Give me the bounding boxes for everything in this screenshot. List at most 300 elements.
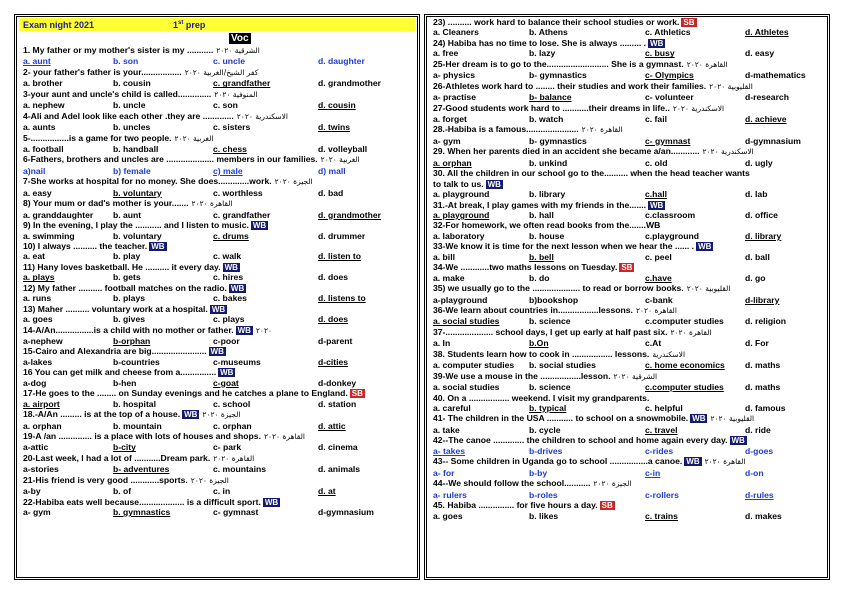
question-stem: 27-Good students work hard to ...........their dreams in life.. <box>433 102 670 113</box>
answer-option: a-attic <box>23 442 49 453</box>
left-question-list <box>23 45 411 518</box>
wb-badge: WB <box>692 414 706 424</box>
answer-option: d. animals <box>318 464 361 475</box>
answer-options <box>433 136 821 146</box>
question-stem: 25-Her dream is to go to the.......................... She is a gymnast. <box>433 58 684 69</box>
question-text <box>23 346 411 356</box>
answer-option: c- volunteer <box>645 92 694 103</box>
question-text <box>433 146 821 157</box>
right-column <box>424 14 830 580</box>
answer-option: b. son <box>113 56 139 67</box>
question-stem: 2- your father's father is your................. <box>23 66 182 77</box>
answer-option: b. play <box>113 251 141 262</box>
question-text <box>433 371 821 382</box>
question-text <box>433 200 821 210</box>
answer-options <box>23 464 411 474</box>
answer-option: b. cousin <box>113 78 151 89</box>
answer-option: a-lakes <box>23 356 53 367</box>
answer-option: a. brother <box>23 78 63 89</box>
correct-option: b-city <box>113 442 136 453</box>
governorate-label: كفر الشيخ/الغربية ٢٠٢٠ <box>184 67 259 77</box>
question-stem: 13) Maher .......... voluntary work at a hospital. <box>23 303 208 314</box>
question-text <box>433 500 821 510</box>
correct-option: d-cities <box>318 356 349 367</box>
wb-badge: WB <box>211 304 226 314</box>
governorate-label: القاهرة ٢٠٢٠ <box>191 199 233 209</box>
question-text <box>23 367 411 377</box>
answer-option: d. ride <box>745 424 771 435</box>
answer-options <box>433 48 821 58</box>
answer-options <box>23 78 411 88</box>
question-stem: 11) Hany loves basketball. He .......... it every day. <box>23 261 221 272</box>
governorate-label: القاهرة ٢٠٢٠ <box>670 327 712 337</box>
answer-option: d. does <box>318 272 349 283</box>
question-stem: 23) .......... work hard to balance their school studies or work. <box>433 17 680 27</box>
answer-option: d. office <box>745 210 778 221</box>
answer-options <box>23 399 411 409</box>
question-stem: 7-She works at hospital for no money. She does.............work. <box>23 176 272 187</box>
question-stem: 43-- Some children in Uganda go to school ................a canoe. <box>433 456 683 467</box>
governorate-label: الجيزة ٢٠٢٠ <box>190 475 229 485</box>
question-stem: 19-A /an .............. is a place with lots of houses and shops. <box>23 431 261 442</box>
answer-option: d. lab <box>745 189 768 200</box>
answer-option: c-rollers <box>645 489 679 500</box>
sb-badge: SB <box>683 18 695 27</box>
answer-options <box>23 166 411 176</box>
governorate-label: الشرقية ٢٠٢٠ <box>613 371 658 381</box>
wb-badge: WB <box>650 200 664 210</box>
sb-badge: SB <box>621 263 633 273</box>
answer-options <box>433 114 821 124</box>
answer-option: c. hires <box>213 272 244 283</box>
answer-option: c. Athletics <box>645 27 691 38</box>
answer-option: c. grandfather <box>213 209 271 220</box>
correct-option: b.On <box>529 338 549 349</box>
answer-option: d. go <box>745 272 766 283</box>
question-stem: 38. Students learn how to cook in ................. lessons. <box>433 348 650 359</box>
correct-option: a. airport <box>23 398 60 409</box>
governorate-label: الاسكندرية ٢٠٢٠ <box>672 103 725 113</box>
wb-badge: WB <box>220 368 234 378</box>
answer-options <box>433 70 821 80</box>
governorate-label: الجيزة ٢٠٢٠ <box>593 479 632 489</box>
correct-option: c.computer studies <box>645 382 724 393</box>
answer-option: a. Cleaners <box>433 27 479 38</box>
answer-option: c. school <box>213 398 251 409</box>
question-stem: 5-................is a game for two people. <box>23 132 172 143</box>
answer-options <box>433 316 821 326</box>
answer-option: b) female <box>113 165 151 176</box>
correct-option: c- gymnast <box>645 135 691 146</box>
correct-option: b. voluntary <box>113 187 162 198</box>
correct-option: a. orphan <box>433 157 472 168</box>
answer-option: b-roles <box>529 489 558 500</box>
answer-option: c. plays <box>213 314 245 325</box>
question-text <box>23 89 411 100</box>
correct-option: d. listen to <box>318 251 361 262</box>
answer-option: d. daughter <box>318 56 365 67</box>
question-stem: 21-His friend is very good ............sports. <box>23 474 188 485</box>
answer-options <box>23 231 411 241</box>
answer-option: d. station <box>318 398 357 409</box>
question-stem: 36-We learn about countries in.................lessons. <box>433 305 633 316</box>
answer-option: a- practise <box>433 92 476 103</box>
grade-word: prep <box>183 19 206 30</box>
answer-option: b. cycle <box>529 424 561 435</box>
question-stem: to talk to us. <box>433 178 484 189</box>
answer-option: a. granddaughter <box>23 209 94 220</box>
question-text <box>23 475 411 486</box>
answer-option: b-countries <box>113 356 160 367</box>
answer-option: b. house <box>529 230 565 241</box>
question-stem: 34-We ............two maths lessons on Tuesday. <box>433 262 618 273</box>
answer-option: a. bill <box>433 251 455 262</box>
correct-option: d. grandmother <box>318 209 382 220</box>
answer-option: b. mountain <box>113 420 162 431</box>
answer-option: d. religion <box>745 316 787 327</box>
correct-option: a. social studies <box>433 316 500 327</box>
answer-option: c. mountains <box>213 464 267 475</box>
question-stem: 10) I always .......... the teacher. <box>23 241 148 252</box>
question-text <box>23 388 411 398</box>
question-text <box>23 220 411 230</box>
answer-option: a. free <box>433 48 459 59</box>
question-stem: 26-Athletes work hard to ........ their studies and work their families. <box>433 80 707 91</box>
answer-options <box>433 158 821 168</box>
answer-option: c-bank <box>645 294 673 305</box>
question-stem: 8) Your mum or dad's mother is your....... <box>23 198 189 209</box>
answer-option: d) mall <box>318 165 346 176</box>
exam-header <box>19 18 415 31</box>
answer-option: c.classroom <box>645 210 696 221</box>
question-stem: 45. Habiba ............... for five hours a day. <box>433 500 598 511</box>
answer-options <box>23 100 411 110</box>
answer-option: a-by <box>23 486 41 497</box>
correct-option: c. trains <box>645 510 678 521</box>
question-text <box>433 220 821 230</box>
correct-option: d. cousin <box>318 100 356 111</box>
question-text <box>23 409 411 420</box>
answer-options <box>433 231 821 241</box>
answer-option: b. Athens <box>529 27 568 38</box>
answer-option: a. take <box>433 424 460 435</box>
wb-badge: WB <box>210 347 224 357</box>
governorate-label: الاسكندرية <box>652 349 686 359</box>
answer-option: c. old <box>645 157 668 168</box>
answer-option: c-museums <box>213 356 261 367</box>
answer-option: a- for <box>433 467 455 478</box>
answer-option: c-rides <box>645 445 674 456</box>
question-stem: 28.-Habiba is a famous...................... <box>433 124 579 135</box>
correct-option: d. does <box>318 314 349 325</box>
correct-option: a. plays <box>23 272 55 283</box>
answer-option: b. of <box>113 486 132 497</box>
wb-badge: WB <box>264 497 279 507</box>
correct-option: c-goat <box>213 377 239 388</box>
answer-option: c. fail <box>645 114 667 125</box>
question-text <box>23 111 411 122</box>
correct-option: c. travel <box>645 424 678 435</box>
wb-badge: WB <box>224 262 238 272</box>
wb-badge: WB <box>151 242 165 252</box>
question-stem: 40. On a ................. weekend. I visit my grandparents. <box>433 392 650 403</box>
answer-option: d. For <box>745 338 769 349</box>
answer-option: b. likes <box>529 510 559 521</box>
correct-option: a. aunt <box>23 56 51 67</box>
answer-option: a. forget <box>433 114 467 125</box>
answer-options <box>433 338 821 348</box>
correct-option: d. library <box>745 230 782 241</box>
correct-option: d. at <box>318 486 336 497</box>
question-stem: 35) we usually go to the .................... to read or borrow books. <box>433 283 684 294</box>
correct-option: a- takes <box>433 445 466 456</box>
answer-option: d. maths <box>745 360 781 371</box>
answer-option: a. laboratory <box>433 230 485 241</box>
question-stem: 24) Habiba has no time to lose. She is always ......... . <box>433 37 647 48</box>
answer-option: a. eat <box>23 251 45 262</box>
correct-option: c. chess <box>213 144 247 155</box>
correct-option: c.have <box>645 272 672 283</box>
correct-option: d-rules <box>745 489 774 500</box>
question-text <box>23 133 411 144</box>
answer-option: b. handball <box>113 144 159 155</box>
governorate-label: القاهرة ٢٠٢٠ <box>581 125 623 135</box>
answer-option: a- gym <box>433 135 461 146</box>
answer-options <box>23 486 411 496</box>
answer-option: c. in <box>213 486 231 497</box>
wb-badge: WB <box>731 436 745 446</box>
wb-badge: WB <box>237 325 251 335</box>
answer-options <box>23 272 411 282</box>
correct-option: b- balance <box>529 92 572 103</box>
answer-option: a-playground <box>433 294 488 305</box>
question-stem: 20-Last week, I had a lot of ...........Dream park. <box>23 452 211 463</box>
answer-option: d-donkey <box>318 377 357 388</box>
question-text <box>23 453 411 464</box>
answer-options <box>433 360 821 370</box>
correct-option: d. listens to <box>318 293 366 304</box>
sb-badge: SB <box>351 389 363 399</box>
answer-option: c. bakes <box>213 293 247 304</box>
grade-number: 1 <box>173 19 179 30</box>
correct-option: c- Olympics <box>645 70 694 81</box>
answer-options <box>433 92 821 102</box>
answer-option: d-gymnasium <box>745 135 801 146</box>
question-stem: 30. All the children in our school go to the.......... when the head teacher wants <box>433 168 750 179</box>
governorate-label: القاهرة ٢٠٢٠ <box>635 306 677 316</box>
question-text <box>433 478 821 489</box>
answer-options <box>23 507 411 517</box>
answer-options <box>23 314 411 324</box>
governorate-label: ٢٠٢٠ <box>255 325 273 335</box>
answer-option: b. science <box>529 316 571 327</box>
answer-option: d-goes <box>745 445 774 456</box>
governorate-label: الاسكندرية ٢٠٢٠ <box>702 147 754 157</box>
answer-option: a. nephew <box>23 100 65 111</box>
wb-badge: WB <box>698 242 712 252</box>
answer-option: b)bookshop <box>529 294 579 305</box>
answer-option: c.playground <box>645 230 699 241</box>
governorate-label: القليوبية ٢٠٢٠ <box>686 284 731 294</box>
wb-badge: WB <box>686 457 700 467</box>
answer-option: a-nephew <box>23 336 63 347</box>
question-text <box>433 349 821 360</box>
correct-option: b. gymnastics <box>113 507 171 518</box>
question-text <box>23 154 411 165</box>
exam-title: Exam night 2021 <box>23 19 95 30</box>
answer-option: c. walk <box>213 251 242 262</box>
answer-options <box>433 425 821 435</box>
answer-option: b- gymnastics <box>529 70 587 81</box>
answer-option: d. cinema <box>318 442 358 453</box>
question-text <box>23 325 411 336</box>
answer-option: d. ball <box>745 251 770 262</box>
answer-option: c. helpful <box>645 403 683 414</box>
wb-badge: WB <box>230 283 245 293</box>
question-text <box>433 305 821 316</box>
answer-option: a. football <box>23 144 64 155</box>
worksheet <box>14 14 830 580</box>
governorate-label: الجيزة ٢٠٢٠ <box>274 177 313 187</box>
wb-badge: WB <box>650 38 664 48</box>
answer-option: a. computer studies <box>433 360 515 371</box>
answer-option: a- physics <box>433 70 476 81</box>
answer-options <box>23 442 411 452</box>
answer-option: b. unkind <box>529 157 568 168</box>
question-stem: 12) My father .......... football matches on the radio. <box>23 282 227 293</box>
answer-options <box>23 144 411 154</box>
governorate-label: المنوفية ٢٠٢٠ <box>214 89 258 99</box>
question-stem: 9) In the evening, I play the ........... and I listen to music. <box>23 220 249 231</box>
answer-option: a. orphan <box>23 420 62 431</box>
correct-option: d. attic <box>318 420 346 431</box>
answer-options <box>23 421 411 431</box>
answer-option: d-gymnasium <box>318 507 374 518</box>
question-stem: 6-Fathers, brothers and uncles are .................... members in our families. <box>23 154 318 165</box>
answer-option: b. aunt <box>113 209 142 220</box>
question-stem: 17-He goes to the ........ on Sunday evenings and he catches a plane to England. <box>23 388 348 399</box>
question-stem: 33-We know it is time for the next lesson when we hear the ...... . <box>433 241 695 252</box>
answer-options <box>23 293 411 303</box>
question-text <box>433 17 821 27</box>
answer-options <box>23 210 411 220</box>
question-text <box>433 103 821 114</box>
answer-option: b. watch <box>529 114 564 125</box>
answer-option: d. grandmother <box>318 78 382 89</box>
question-text <box>23 283 411 293</box>
answer-option: a. easy <box>23 187 52 198</box>
question-text <box>23 176 411 187</box>
correct-option: b. typical <box>529 403 567 414</box>
answer-option: a. runs <box>23 293 52 304</box>
answer-options <box>23 188 411 198</box>
answer-options <box>23 251 411 261</box>
question-stem: 22-Habiba eats well because................... is a difficult sport. <box>23 496 261 507</box>
answer-options <box>433 446 821 456</box>
correct-option: d. achieve <box>745 114 787 125</box>
right-question-list <box>433 17 821 521</box>
answer-option: b. uncles <box>113 122 151 133</box>
answer-option: b. library <box>529 189 566 200</box>
question-text <box>23 241 411 251</box>
answer-option: c. uncle <box>213 56 245 67</box>
governorate-label: القاهرة ٢٠٢٠ <box>686 59 728 69</box>
governorate-label: الاسكندرية ٢٠٢٠ <box>236 111 288 121</box>
governorate-label: القاهرة ٢٠٢٠ <box>213 453 255 463</box>
question-stem: 4-Ali and Adel look like each other .they are ............. <box>23 110 234 121</box>
answer-option: c. peel <box>645 251 672 262</box>
question-text <box>433 241 821 251</box>
answer-option: c-poor <box>213 336 240 347</box>
answer-option: b. social studies <box>529 360 596 371</box>
question-stem: 1. My father or my mother's sister is my ........... <box>23 45 214 55</box>
answer-options <box>433 403 821 413</box>
answer-option: c.computer studies <box>645 316 724 327</box>
question-text <box>433 81 821 92</box>
answer-option: b- gymnastics <box>529 135 587 146</box>
governorate-label: القاهرة ٢٠٢٠ <box>704 457 746 467</box>
wb-badge: WB <box>184 410 198 420</box>
question-stem: 41- The children in the USA ........... to school on a snowmobile. <box>433 413 689 424</box>
answer-options <box>23 357 411 367</box>
question-stem: 3-your aunt and uncle's child is called.............. <box>23 88 212 99</box>
answer-option: a. aunts <box>23 122 56 133</box>
correct-option: c.hall <box>645 189 667 200</box>
answer-option: a. goes <box>23 314 53 325</box>
question-text <box>433 38 821 48</box>
answer-option: b. voluntary <box>113 230 162 241</box>
correct-option: c-in <box>645 467 661 478</box>
answer-option: c- park <box>213 442 242 453</box>
question-text <box>433 413 821 424</box>
left-column <box>14 14 420 580</box>
answer-option: c. sisters <box>213 122 251 133</box>
answer-option: d. maths <box>745 382 781 393</box>
governorate-label: الشرقية ٢٠٢٠ <box>216 46 260 55</box>
answer-option: b-hen <box>113 377 137 388</box>
question-stem: 14-A/An................is a child with no mother or father. <box>23 324 234 335</box>
answer-option: a. social studies <box>433 382 500 393</box>
answer-option: b-drives <box>529 445 563 456</box>
question-text <box>433 327 821 338</box>
correct-option: a. playground <box>433 210 490 221</box>
answer-option: b. hall <box>529 210 554 221</box>
question-text <box>23 67 411 78</box>
answer-options <box>433 490 821 500</box>
answer-option: a- rulers <box>433 489 467 500</box>
answer-options <box>433 382 821 392</box>
question-text <box>433 393 821 403</box>
question-text <box>23 431 411 442</box>
answer-option: d. famous <box>745 403 786 414</box>
answer-options <box>23 56 411 66</box>
correct-option: c. drums <box>213 230 249 241</box>
grade-suffix: st <box>178 19 184 26</box>
answer-options <box>433 252 821 262</box>
answer-option: d-mathematics <box>745 70 806 81</box>
question-stem: 29. When her parents died in an accident she became a/an............ <box>433 146 700 157</box>
governorate-label: الجيزة ٢٠٢٠ <box>202 410 241 420</box>
question-stem: 16 You can get milk and cheese from a............... <box>23 367 217 378</box>
question-text <box>433 435 821 445</box>
question-text <box>433 262 821 272</box>
answer-options <box>433 273 821 283</box>
answer-option: c.At <box>645 338 662 349</box>
question-text <box>23 262 411 272</box>
answer-options <box>23 336 411 346</box>
correct-option: c) male <box>213 165 243 176</box>
answer-option: c. orphan <box>213 420 252 431</box>
